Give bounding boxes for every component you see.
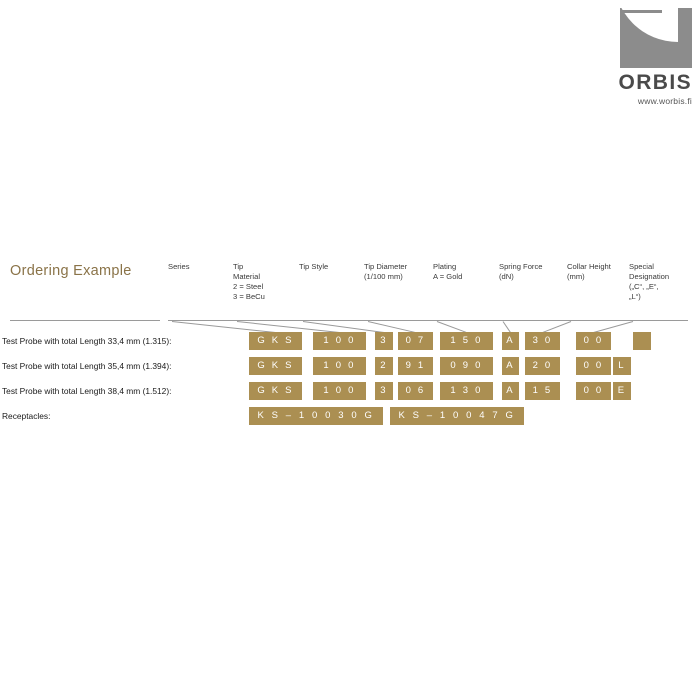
code-cell: 1 3 0 xyxy=(440,382,493,400)
row-label: Test Probe with total Length 33,4 mm (1.315): xyxy=(2,336,172,346)
code-cell: 0 0 xyxy=(576,357,611,375)
column-header: Series xyxy=(168,262,190,271)
header-rule xyxy=(10,320,160,321)
code-cell xyxy=(633,332,651,350)
column-header: Collar Height (mm) xyxy=(567,262,611,282)
code-cell: 1 0 0 xyxy=(313,382,366,400)
column-header: Tip Style xyxy=(299,262,329,271)
code-cell: G K S xyxy=(249,332,302,350)
orbis-logo xyxy=(584,8,692,106)
column-header: Plating A = Gold xyxy=(433,262,463,282)
code-cell: 0 0 xyxy=(576,332,611,350)
code-cell: A xyxy=(502,382,519,400)
row-label: Test Probe with total Length 35,4 mm (1.394): xyxy=(2,361,172,371)
code-cell: G K S xyxy=(249,382,302,400)
logo-wordmark: ORBIS xyxy=(618,71,692,94)
code-cell: K S – 1 0 0 3 0 G xyxy=(249,407,383,425)
code-cell: 1 0 0 xyxy=(313,332,366,350)
table-row xyxy=(0,382,700,400)
row-label: Receptacles: xyxy=(2,411,51,421)
row-label: Test Probe with total Length 38,4 mm (1.512): xyxy=(2,386,172,396)
column-header: Tip Diameter (1/100 mm) xyxy=(364,262,408,282)
code-cell: 0 0 xyxy=(576,382,611,400)
code-cell: 3 0 xyxy=(525,332,560,350)
logo-swoosh-arc xyxy=(620,10,662,57)
ordering-example-diagram xyxy=(0,250,700,440)
column-header: Special Designation („C“, „E“, „L“) xyxy=(629,262,670,302)
code-cell: 3 xyxy=(375,382,393,400)
header-rule xyxy=(168,320,688,321)
code-cell: 9 1 xyxy=(398,357,433,375)
orbis-swoosh-logo-icon xyxy=(620,8,692,68)
code-cell: 0 6 xyxy=(398,382,433,400)
code-cell: 0 9 0 xyxy=(440,357,493,375)
code-cell: 2 0 xyxy=(525,357,560,375)
code-cell: 3 xyxy=(375,332,393,350)
code-cell: 1 5 xyxy=(525,382,560,400)
code-cell: 0 7 xyxy=(398,332,433,350)
code-cell: G K S xyxy=(249,357,302,375)
code-cell: K S – 1 0 0 4 7 G xyxy=(390,407,524,425)
page-title: Ordering Example xyxy=(10,263,132,279)
table-row xyxy=(0,357,700,375)
column-header: Spring Force (dN) xyxy=(499,262,543,282)
code-cell: A xyxy=(502,332,519,350)
table-row xyxy=(0,407,700,425)
code-cell: 1 0 0 xyxy=(313,357,366,375)
code-cell: E xyxy=(613,382,631,400)
column-header: Tip Material 2 = Steel 3 = BeCu xyxy=(233,262,265,302)
table-row xyxy=(0,332,700,350)
code-cell: A xyxy=(502,357,519,375)
logo-website-url: www.worbis.fi xyxy=(637,96,692,106)
code-cell: L xyxy=(613,357,631,375)
code-cell: 1 5 0 xyxy=(440,332,493,350)
code-cell: 2 xyxy=(375,357,393,375)
